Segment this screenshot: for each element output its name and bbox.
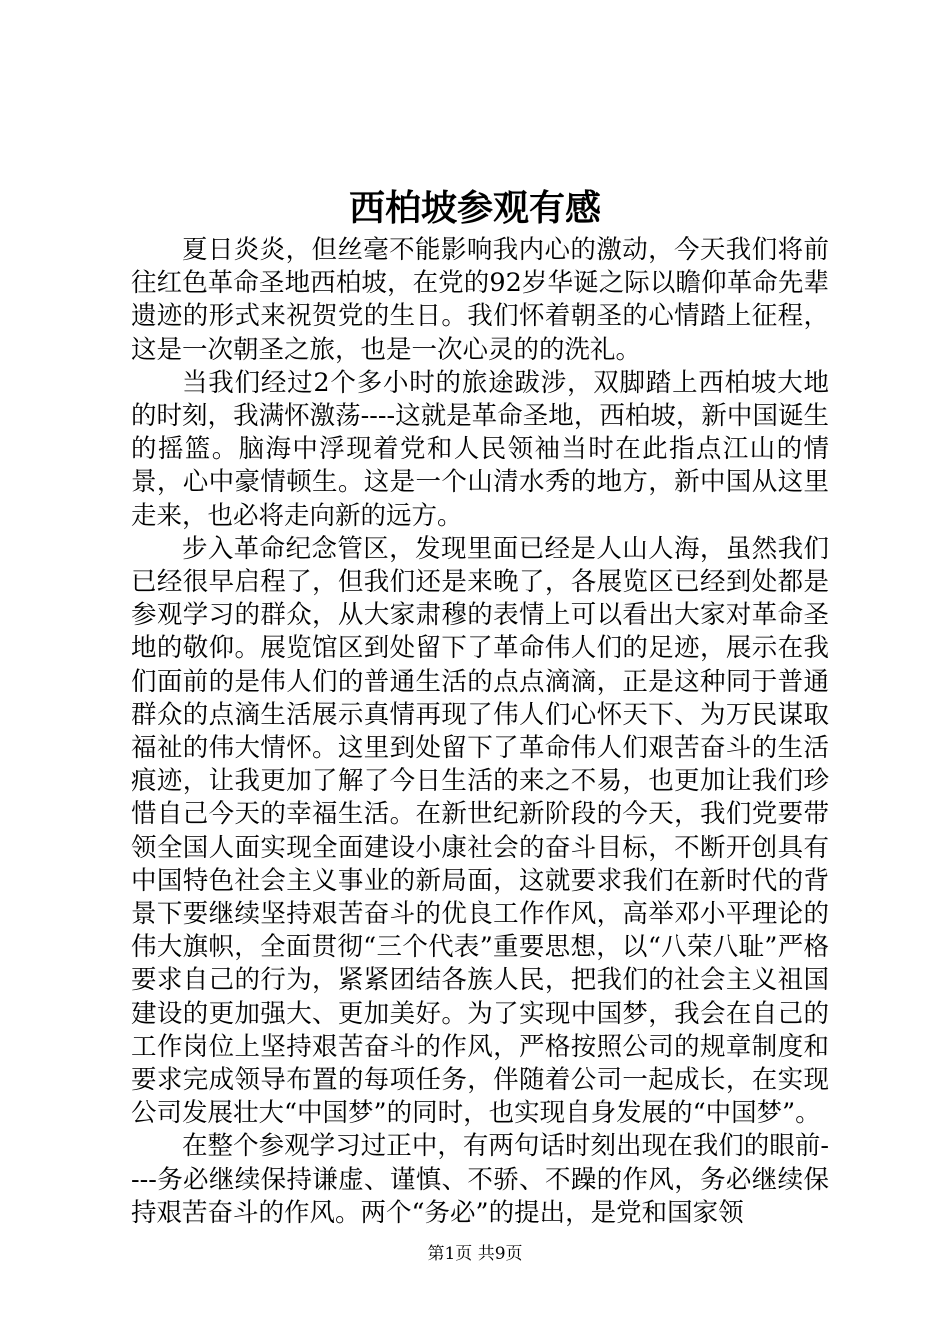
document-title: 西柏坡参观有感 [348,187,601,229]
paragraph-2: 当我们经过2个多小时的旅途跋涉，双脚踏上西柏坡大地的时刻，我满怀激荡----这就是革命圣地，西柏坡，新中国诞生的摇篮。脑海中浮现着党和人民领袖当时在此指点江山的情景，心中豪情顿生。这是一个山清水秀的地方，新中国从这里走来，也必将走向新的远方。 [131,367,829,531]
paragraph-3: 步入革命纪念管区，发现里面已经是人山人海，虽然我们已经很早启程了，但我们还是来晚了，各展览区已经到处都是参观学习的群众，从大家肃穆的表情上可以看出大家对革命圣地的敬仰。展览馆区到处留下了革命伟人们的足迹，展示在我们面前的是伟人们的普通生活的点点滴滴，正是这种同于普通群众的点滴生活展示真情再现了伟人们心怀天下、为万民谋取福祉的伟大情怀。这里到处留下了革命伟人们艰苦奋斗的生活痕迹，让我更加了解了今日生活的来之不易，也更加让我们珍惜自己今天的幸福生活。在新世纪新阶段的今天，我们党要带领全国人面实现全面建设小康社会的奋斗目标，不断开创具有中国特色社会主义事业的新局面，这就要求我们在新时代的背景下要继续坚持艰苦奋斗的优良工作作风，高举邓小平理论的伟大旗帜，全面贯彻“三个代表”重要思想，以“八荣八耻”严格要求自己的行为，紧紧团结各族人民，把我们的社会主义祖国建设的更加强大、更加美好。为了实现中国梦，我会在自己的工作岗位上坚持艰苦奋斗的作风，严格按照公司的规章制度和要求完成领导布置的每项任务，伴随着公司一起成长，在实现公司发展壮大“中国梦”的同时，也实现自身发展的“中国梦”。 [131,533,829,1129]
paragraph-1: 夏日炎炎，但丝毫不能影响我内心的激动，今天我们将前往红色革命圣地西柏坡，在党的92岁华诞之际以瞻仰革命先辈遗迹的形式来祝贺党的生日。我们怀着朝圣的心情踏上征程，这是一次朝圣之旅，也是一次心灵的的洗礼。 [131,235,829,365]
page-footer: 第1页 共9页 [427,1244,523,1264]
document-body [131,234,829,1230]
paragraph-4: 在整个参观学习过正中，有两句话时刻出现在我们的眼前----务必继续保持谦虚、谨慎、不骄、不躁的作风，务必继续保持艰苦奋斗的作风。两个“务必”的提出，是党和国家领 [131,1131,829,1228]
